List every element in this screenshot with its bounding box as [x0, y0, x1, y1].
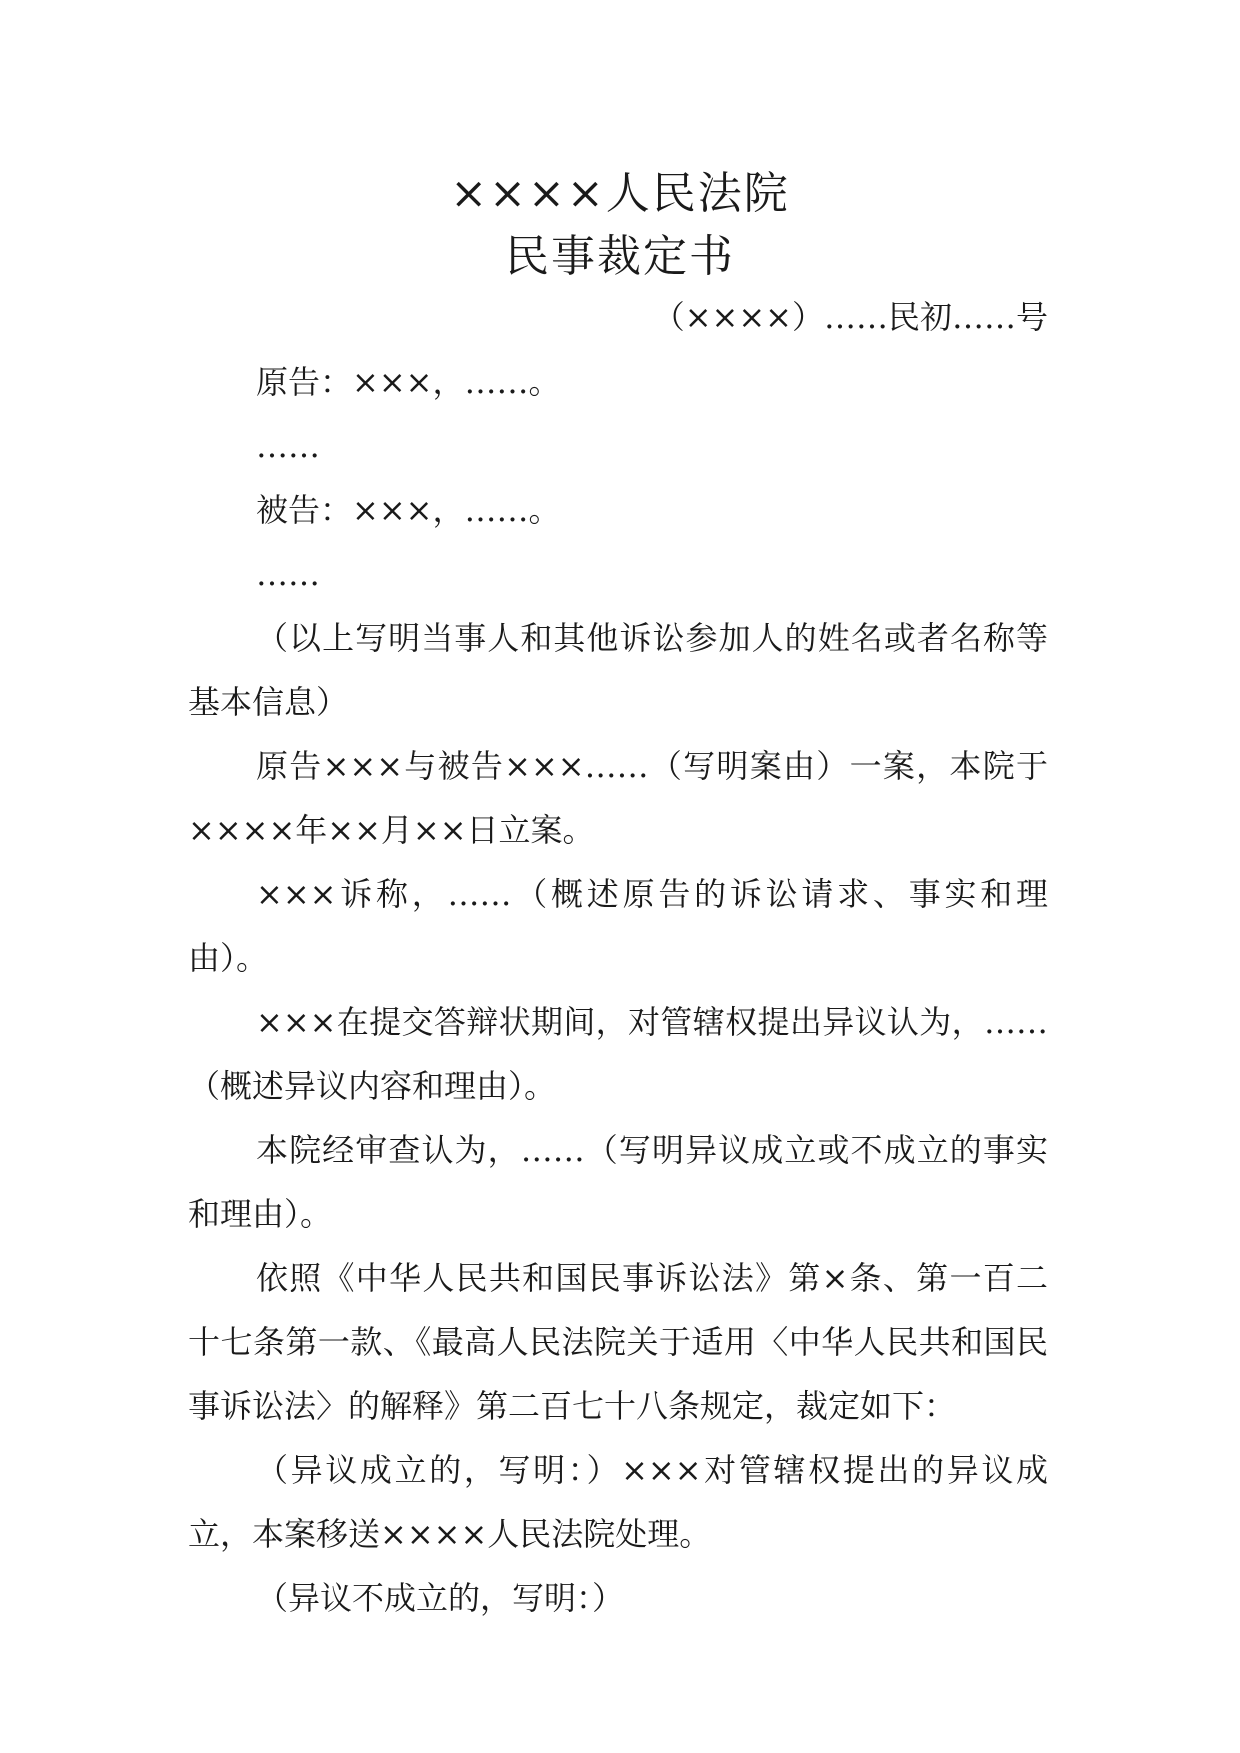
paragraph-ruling-rejected: （异议不成立的，写明：）	[256, 1579, 625, 1617]
document-type-title: 民事裁定书	[505, 231, 735, 282]
paragraph-court-review: 本院经审查认为，……（写明异议成立或不成立的事实和理由）。	[188, 1131, 1048, 1233]
paragraph-case-filing: 原告×××与被告×××……（写明案由）一案，本院于××××年××月××日立案。	[188, 747, 1048, 849]
paragraph-plaintiff: 原告：×××，……。	[256, 363, 561, 401]
paragraph-claims: ×××诉称，……（概述原告的诉讼请求、事实和理由）。	[188, 875, 1048, 977]
paragraph-ruling-upheld: （异议成立的，写明：）×××对管辖权提出的异议成立，本案移送××××人民法院处理。	[188, 1451, 1048, 1553]
paragraph-ellipsis: ……	[256, 555, 320, 593]
paragraph-defendant: 被告：×××，……。	[256, 491, 561, 529]
document-body	[188, 350, 1048, 1630]
paragraph-objection: ×××在提交答辩状期间，对管辖权提出异议认为，……（概述异议内容和理由）。	[188, 1003, 1048, 1105]
paragraph-legal-basis: 依照《中华人民共和国民事诉讼法》第×条、第一百二十七条第一款、《最高人民法院关于适用〈中华人民共和国民事诉讼法〉的解释》第二百七十八条规定，裁定如下：	[188, 1259, 1048, 1425]
paragraph-ellipsis: ……	[256, 427, 320, 465]
case-number: （××××）……民初……号	[652, 298, 1048, 336]
court-name: ××××人民法院	[450, 168, 790, 219]
paragraph-party-note: （以上写明当事人和其他诉讼参加人的姓名或者名称等基本信息）	[188, 619, 1048, 721]
